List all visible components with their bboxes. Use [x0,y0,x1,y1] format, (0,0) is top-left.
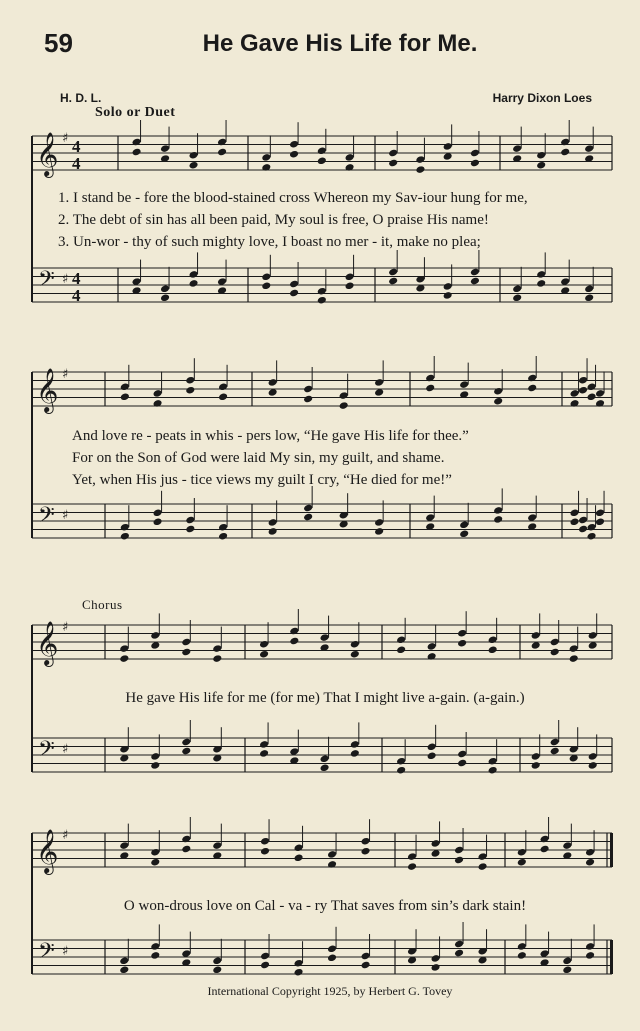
note-head [218,392,228,401]
treble-clef: 𝄞 [36,132,59,176]
note-head [493,397,503,406]
note-head [189,279,199,288]
key-sharp: ♯ [62,742,69,757]
bass-clef: 𝄢 [38,503,55,533]
note-head [120,532,130,541]
note-head [488,766,498,775]
treble-clef: 𝄞 [36,368,59,412]
note-head [160,293,170,302]
note-head [587,532,597,541]
verse-2-line-2: For on the Son of God were laid My sin, my guilt, and shame. [72,450,445,466]
note-head [531,761,541,770]
note-head [289,637,299,646]
key-sharp: ♯ [62,828,69,843]
note-head [361,961,371,970]
note-head [470,277,480,286]
note-head [339,401,349,410]
hymn-title: He Gave His Life for Me. [202,30,478,57]
treble-clef: 𝄞 [36,621,59,665]
note-head [345,281,355,290]
note-head [320,763,330,772]
note-head [317,156,327,165]
note-head [259,749,269,758]
note-head [181,648,191,657]
note-head [517,951,527,960]
note-head [189,161,199,170]
chorus-line-1: He gave His life for me (for me) That I might live a-gain. (a-gain.) [125,690,525,706]
note-head [361,847,371,856]
verse-3-line-2: Yet, when His jus - tice views my guilt I cry, “He died for me!” [72,472,452,488]
key-sharp: ♯ [62,131,69,146]
note-head [218,532,228,541]
note-head [217,148,227,157]
note-head [443,291,453,300]
note-head [454,856,464,865]
note-head [584,293,594,302]
note-head [427,751,437,760]
verse-3-line-1: 3. Un-wor - thy of such mighty love, I boast no mer - it, make no plea; [58,234,481,250]
note-head [327,953,337,962]
key-sharp: ♯ [62,367,69,382]
bass-clef: 𝄢 [38,939,55,969]
note-head [350,650,360,659]
note-head [578,386,588,395]
note-head [512,293,522,302]
note-head [569,654,579,663]
note-head [150,761,160,770]
note-head [540,845,550,854]
note-head [470,159,480,168]
note-head [388,159,398,168]
time-signature-bottom: 4 [72,154,81,173]
note-head [350,749,360,758]
note-head [289,150,299,159]
author-name: Harry Dixon Loes [492,91,592,105]
note-head [259,650,269,659]
time-signature-bottom: 4 [72,286,81,305]
treble-clef: 𝄞 [36,829,59,873]
note-head [268,527,278,536]
note-head [562,965,572,974]
note-head [550,747,560,756]
chorus-line-2: O won-drous love on Cal - va - ry That saves from sin’s dark stain! [123,898,527,914]
note-head [396,766,406,775]
key-sharp: ♯ [62,272,69,287]
note-head [536,161,546,170]
note-head [289,289,299,298]
key-sharp: ♯ [62,620,69,635]
note-head [457,759,467,768]
note-head [578,525,588,534]
verse-1-line-1: 1. I stand be - fore the blood-stained cross Whereon my Sav-iour hung for me, [58,190,528,206]
note-head [396,645,406,654]
key-sharp: ♯ [62,944,69,959]
note-head [150,858,160,867]
note-head [388,277,398,286]
note-head [550,648,560,657]
note-head [431,963,441,972]
note-head [181,845,191,854]
time-signature-top: 4 [72,137,81,156]
final-bar-thick [610,940,613,974]
verse-2-line-1: 2. The debt of sin has all been paid, My soul is free, O praise His name! [58,212,489,228]
note-head [478,862,488,871]
note-head [457,639,467,648]
note-head [132,148,142,157]
note-head [120,392,130,401]
note-head [303,513,313,522]
note-head [153,517,163,526]
note-head [588,761,598,770]
note-head [294,968,304,977]
note-head [185,386,195,395]
note-head [488,645,498,654]
note-head [459,529,469,538]
note-head [212,654,222,663]
time-signature-top: 4 [72,269,81,288]
note-head [517,858,527,867]
note-head [493,515,503,524]
note-head [570,517,580,526]
page-number: 59 [44,28,73,58]
bass-clef: 𝄢 [38,267,55,297]
chorus-label: Chorus [82,597,123,612]
performance-note: Solo or Duet [95,105,176,120]
note-head [260,961,270,970]
note-head [303,395,313,404]
bass-clef: 𝄢 [38,737,55,767]
note-head [536,279,546,288]
note-head [585,951,595,960]
verse-1-line-2: And love re - peats in whis - pers low, “He gave His life for thee.” [72,428,469,444]
note-head [260,847,270,856]
note-head [294,853,304,862]
key-sharp: ♯ [62,508,69,523]
note-head [261,281,271,290]
note-head [119,654,129,663]
note-head [585,858,595,867]
note-head [317,296,327,305]
note-head [374,527,384,536]
final-bar-thick [610,833,613,867]
composer-initials: H. D. L. [60,91,102,105]
note-head [181,747,191,756]
note-head [212,965,222,974]
note-head [185,525,195,534]
note-head [595,517,605,526]
note-head [527,384,537,393]
note-head [407,862,417,871]
note-head [425,384,435,393]
note-head [454,949,464,958]
copyright-notice: International Copyright 1925, by Herbert G. Tovey [207,984,453,998]
note-head [560,148,570,157]
note-head [150,951,160,960]
note-head [119,965,129,974]
note-head [587,392,597,401]
note-head [415,165,425,174]
